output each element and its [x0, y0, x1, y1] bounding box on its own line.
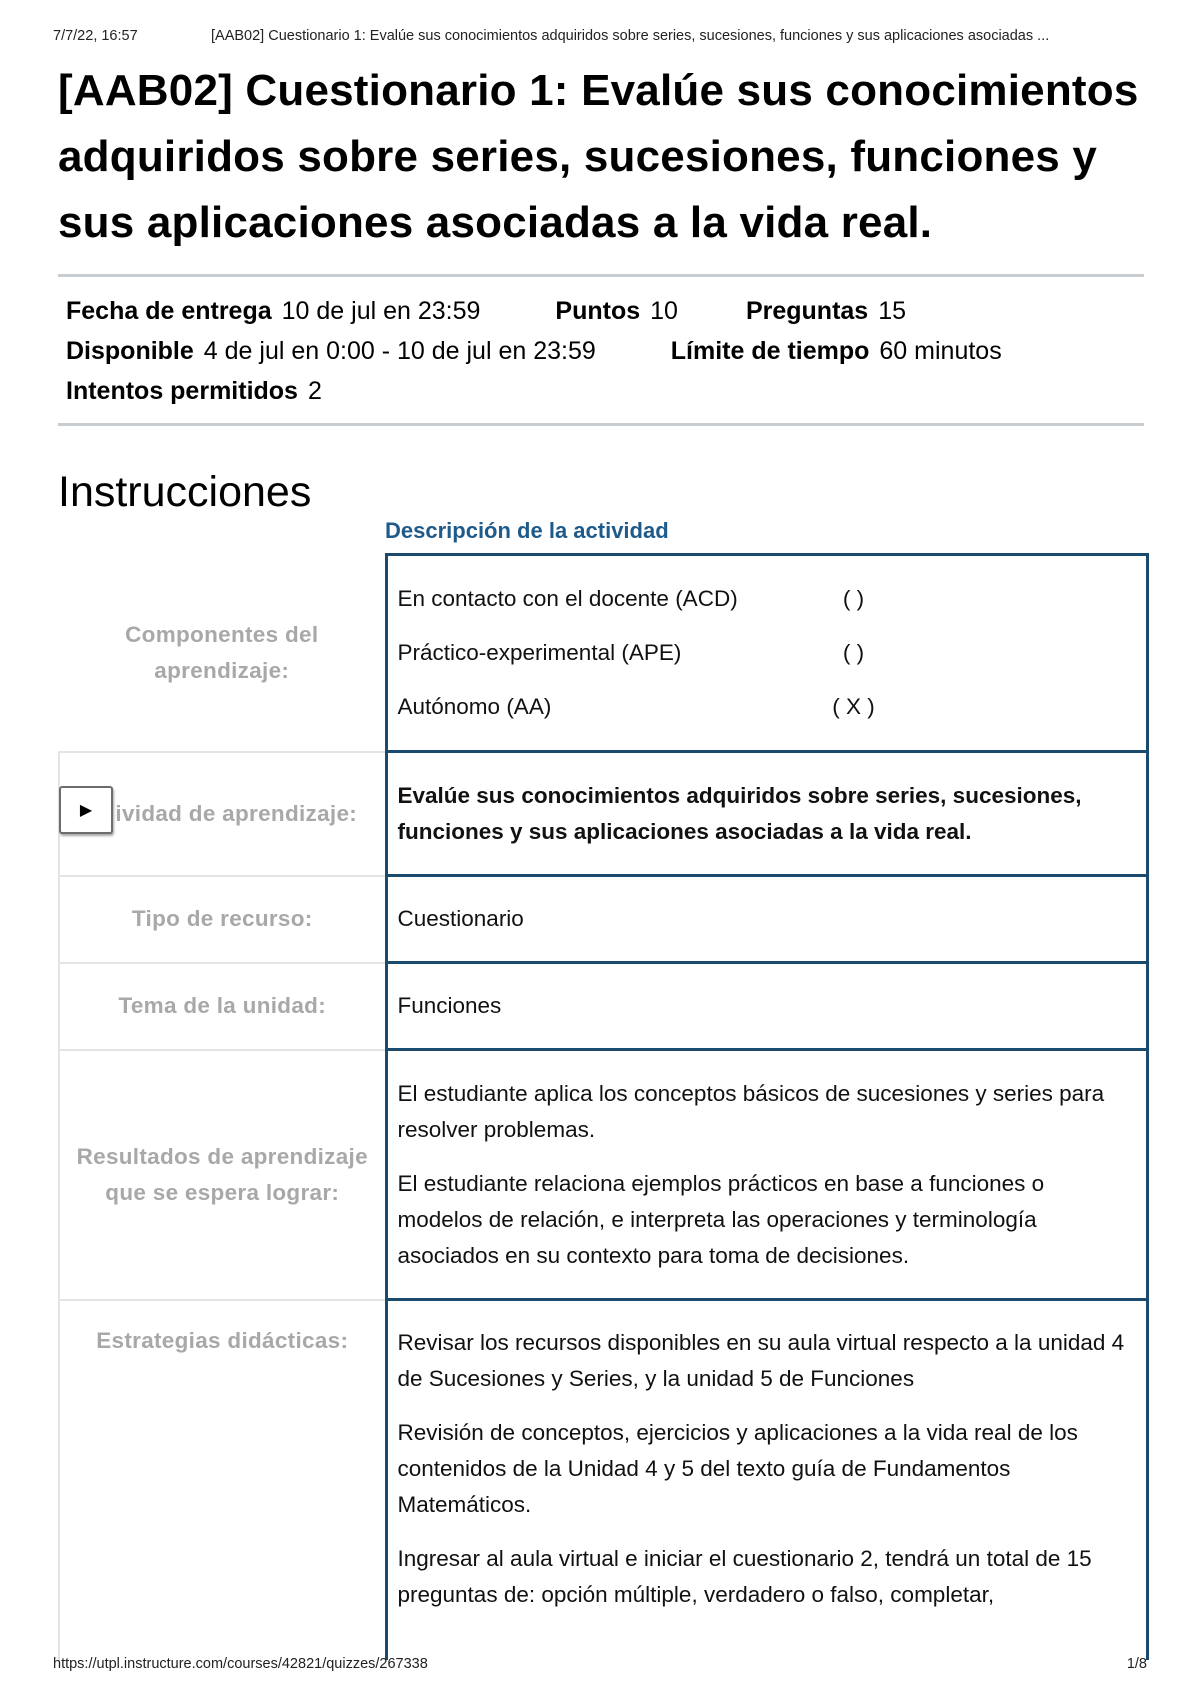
unit-topic-value: Funciones: [386, 963, 1147, 1050]
resource-label: Tipo de recurso:: [59, 876, 386, 963]
print-header: [53, 28, 1147, 44]
meta-row-3: [66, 371, 1136, 411]
meta-due-label: Fecha de entrega: [66, 297, 272, 325]
print-datetime: 7/7/22, 16:57: [53, 28, 138, 44]
component-name: Autónomo (AA): [397, 694, 552, 719]
outcomes-label: Resultados de aprendizaje que se espera lograr:: [59, 1050, 386, 1300]
meta-questions-value: 15: [878, 297, 907, 325]
strategy-paragraph: Revisar los recursos disponibles en su aula virtual respecto a la unidad 4 de Sucesiones y Series, y la unidad 5 de Funciones: [397, 1330, 1125, 1391]
components-value: [386, 555, 1147, 752]
component-item: [398, 680, 1134, 734]
row-components: [59, 555, 1147, 752]
meta-divider: [58, 423, 1144, 426]
meta-attempts-value: 2: [307, 377, 322, 405]
meta-due-value: 10 de jul en 23:59: [281, 297, 481, 325]
activity-description-caption: Descripción de la actividad: [385, 518, 669, 543]
unit-topic-label: Tema de la unidad:: [59, 963, 386, 1050]
activity-description-table: [58, 553, 1149, 1660]
strategy-paragraph: Ingresar al aula virtual e iniciar el cuestionario 2, tendrá un total de 15 preguntas de: opción múltiple, verdadero o falso, completar,: [397, 1546, 1092, 1607]
page-url[interactable]: https://utpl.instructure.com/courses/42821/quizzes/267338: [53, 1656, 428, 1672]
row-strategies: [59, 1300, 1147, 1660]
meta-row-2: [66, 331, 1136, 371]
meta-available-value: 4 de jul en 0:00 - 10 de jul en 23:59: [203, 337, 596, 365]
component-item: [398, 572, 1134, 626]
row-unit-topic: [59, 963, 1147, 1050]
meta-points-label: Puntos: [555, 297, 641, 325]
print-doc-title: [AAB02] Cuestionario 1: Evalúe sus conocimientos adquiridos sobre series, sucesiones, funciones y sus aplicaciones asociadas ...: [211, 28, 1050, 44]
play-icon: ▶: [79, 802, 93, 819]
play-button[interactable]: [59, 786, 113, 834]
component-mark: ( X ): [832, 694, 875, 719]
meta-available: [66, 331, 596, 371]
strategy-paragraph: Revisión de conceptos, ejercicios y aplicaciones a la vida real de los contenidos de la Unidad 4 y 5 del texto guía de Fundamentos Matemáticos.: [397, 1420, 1078, 1517]
meta-attempts-label: Intentos permitidos: [66, 377, 298, 405]
component-name: En contacto con el docente (ACD): [397, 586, 738, 611]
component-item: [398, 626, 1134, 680]
row-activity: [59, 752, 1147, 876]
component-name: Práctico-experimental (APE): [397, 640, 682, 665]
meta-time-limit: [671, 331, 1002, 371]
meta-questions-label: Preguntas: [745, 297, 869, 325]
activity-label: ividad de aprendizaje:: [59, 752, 386, 876]
meta-row-1: [66, 291, 1136, 331]
outcomes-value: [386, 1050, 1147, 1300]
resource-value: Cuestionario: [386, 876, 1147, 963]
meta-time-limit-value: 60 minutos: [879, 337, 1002, 365]
quiz-title: [AAB02] Cuestionario 1: Evalúe sus conocimientos adquiridos sobre series, sucesiones, funciones y sus aplicaciones asociadas a la vida real.: [58, 66, 1139, 247]
meta-attempts: [66, 371, 322, 411]
meta-questions: [746, 291, 906, 331]
meta-due: [66, 291, 480, 331]
strategies-value: [386, 1300, 1147, 1660]
outcome-paragraph: El estudiante relaciona ejemplos prácticos en base a funciones o modelos de relación, e interpreta las operaciones y terminología asociados en su contexto para toma de decisiones.: [397, 1170, 1045, 1268]
outcome-paragraph: El estudiante aplica los conceptos básicos de sucesiones y series para resolver problemas.: [397, 1080, 1105, 1142]
components-label: Componentes del aprendizaje:: [125, 621, 319, 683]
strategies-label-text: Estrategias didácticas:: [96, 1327, 349, 1353]
strategies-label: [59, 1300, 386, 1660]
row-resource: [59, 876, 1147, 963]
page-number: 1/8: [1126, 1656, 1147, 1672]
row-outcomes: [59, 1050, 1147, 1300]
meta-points-value: 10: [650, 297, 678, 325]
activity-value: Evalúe sus conocimientos adquiridos sobre series, sucesiones, funciones y sus aplicaciones asociadas a la vida real.: [386, 752, 1147, 876]
component-mark: ( ): [842, 640, 865, 665]
print-footer: [53, 1656, 1147, 1672]
component-mark: ( ): [842, 586, 865, 611]
quiz-main: [58, 58, 1144, 522]
quiz-meta: [58, 277, 1144, 423]
meta-time-limit-label: Límite de tiempo: [670, 337, 870, 365]
meta-available-label: Disponible: [66, 337, 194, 365]
meta-points: [555, 291, 678, 331]
instructions-heading: Instrucciones: [58, 468, 312, 516]
